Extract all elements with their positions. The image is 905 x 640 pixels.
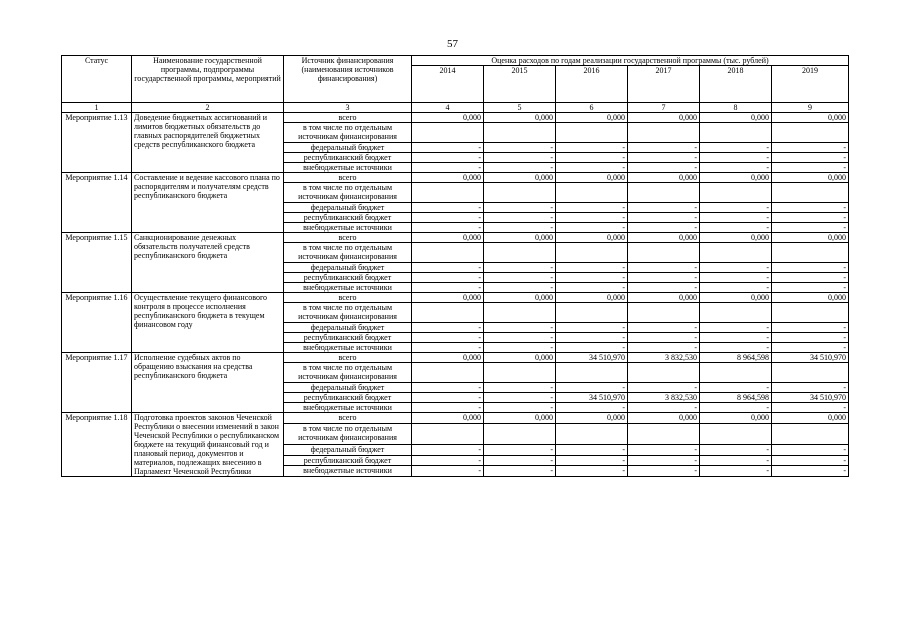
funding-source: в том числе по отдельным источникам финансирования <box>284 363 412 383</box>
funding-source: всего <box>284 413 412 424</box>
value-cell: 0,000 <box>772 173 849 183</box>
value-cell: 0,000 <box>628 173 700 183</box>
value-cell: 34 510,970 <box>556 353 628 363</box>
header-year: 2017 <box>628 66 700 103</box>
funding-source: в том числе по отдельным источникам финансирования <box>284 183 412 203</box>
value-cell: 0,000 <box>628 233 700 243</box>
value-cell: - <box>700 466 772 477</box>
measure-status: Мероприятие 1.13 <box>62 113 132 173</box>
value-cell: - <box>556 333 628 343</box>
value-cell: - <box>484 273 556 283</box>
value-cell: - <box>412 323 484 333</box>
value-cell <box>628 183 700 203</box>
value-cell: - <box>556 403 628 413</box>
value-cell: - <box>628 223 700 233</box>
funding-source: федеральный бюджет <box>284 444 412 455</box>
value-cell: - <box>772 273 849 283</box>
value-cell: 0,000 <box>700 233 772 243</box>
value-cell: 8 964,598 <box>700 353 772 363</box>
value-cell: - <box>412 273 484 283</box>
value-cell: - <box>556 213 628 223</box>
value-cell: - <box>412 163 484 173</box>
value-cell: - <box>556 143 628 153</box>
value-cell: - <box>628 283 700 293</box>
value-cell <box>484 363 556 383</box>
value-cell: - <box>484 444 556 455</box>
value-cell <box>412 123 484 143</box>
value-cell: - <box>700 213 772 223</box>
value-cell <box>412 303 484 323</box>
funding-source: всего <box>284 233 412 243</box>
value-cell: - <box>700 343 772 353</box>
value-cell: - <box>556 283 628 293</box>
value-cell: - <box>556 223 628 233</box>
value-cell: - <box>484 163 556 173</box>
value-cell: - <box>772 333 849 343</box>
value-cell: - <box>628 273 700 283</box>
value-cell: 0,000 <box>628 293 700 303</box>
value-cell <box>412 183 484 203</box>
value-cell: 0,000 <box>628 113 700 123</box>
value-cell: 0,000 <box>772 413 849 424</box>
table-body <box>62 113 849 477</box>
value-cell: - <box>772 403 849 413</box>
value-cell <box>412 363 484 383</box>
column-number: 3 <box>284 103 412 113</box>
measure-name: Санкционирование денежных обязательств получателей средств республиканского бюджета <box>132 233 284 293</box>
value-cell: - <box>772 223 849 233</box>
value-cell: - <box>484 153 556 163</box>
value-cell <box>484 243 556 263</box>
funding-source: республиканский бюджет <box>284 393 412 403</box>
value-cell <box>772 303 849 323</box>
value-cell: - <box>628 383 700 393</box>
header-status: Статус <box>62 56 132 103</box>
column-number: 9 <box>772 103 849 113</box>
value-cell: 0,000 <box>556 293 628 303</box>
value-cell <box>556 303 628 323</box>
table-row <box>62 173 849 183</box>
value-cell: - <box>556 263 628 273</box>
value-cell: - <box>772 283 849 293</box>
table-header <box>62 56 849 113</box>
value-cell: 34 510,970 <box>772 393 849 403</box>
value-cell: - <box>556 343 628 353</box>
funding-source: всего <box>284 353 412 363</box>
value-cell: - <box>700 153 772 163</box>
value-cell: - <box>628 455 700 466</box>
value-cell: 3 832,530 <box>628 393 700 403</box>
funding-source: внебюджетные источники <box>284 163 412 173</box>
funding-source: федеральный бюджет <box>284 203 412 213</box>
value-cell: 0,000 <box>484 413 556 424</box>
value-cell: - <box>412 455 484 466</box>
value-cell <box>484 183 556 203</box>
value-cell: - <box>700 223 772 233</box>
value-cell: - <box>772 343 849 353</box>
funding-source: всего <box>284 173 412 183</box>
value-cell: - <box>700 273 772 283</box>
column-number: 1 <box>62 103 132 113</box>
value-cell <box>772 183 849 203</box>
value-cell <box>628 423 700 444</box>
value-cell: - <box>628 466 700 477</box>
funding-source: федеральный бюджет <box>284 323 412 333</box>
measure-name: Подготовка проектов законов Чеченской Республики о внесении изменений в закон Чеченской Республики о республиканском бюджете на текущий финансовый год и плановый период, документов и материалов, подлежащих внесению в Парламент Чеченской Республики <box>132 413 284 477</box>
value-cell: - <box>772 455 849 466</box>
value-cell: 0,000 <box>556 233 628 243</box>
header-year: 2016 <box>556 66 628 103</box>
header-estimate: Оценка расходов по годам реализации государственной программы (тыс. рублей) <box>412 56 849 66</box>
table-row <box>62 413 849 424</box>
funding-source: внебюджетные источники <box>284 403 412 413</box>
value-cell: - <box>412 393 484 403</box>
funding-source: республиканский бюджет <box>284 213 412 223</box>
value-cell: 0,000 <box>772 293 849 303</box>
value-cell: - <box>484 213 556 223</box>
value-cell <box>700 423 772 444</box>
table-row <box>62 353 849 363</box>
value-cell: 0,000 <box>556 173 628 183</box>
funding-source: федеральный бюджет <box>284 383 412 393</box>
value-cell: 0,000 <box>556 113 628 123</box>
value-cell <box>772 123 849 143</box>
value-cell: - <box>772 383 849 393</box>
value-cell: - <box>412 466 484 477</box>
header-year: 2019 <box>772 66 849 103</box>
value-cell: 0,000 <box>412 113 484 123</box>
value-cell: 0,000 <box>772 113 849 123</box>
value-cell: - <box>700 163 772 173</box>
value-cell <box>700 183 772 203</box>
value-cell: 0,000 <box>412 293 484 303</box>
value-cell: 0,000 <box>628 413 700 424</box>
value-cell: - <box>484 203 556 213</box>
table-row <box>62 113 849 123</box>
value-cell: - <box>484 455 556 466</box>
value-cell: - <box>484 333 556 343</box>
value-cell: - <box>556 153 628 163</box>
value-cell: - <box>772 323 849 333</box>
value-cell: - <box>412 153 484 163</box>
value-cell: - <box>484 263 556 273</box>
value-cell <box>556 243 628 263</box>
funding-source: внебюджетные источники <box>284 223 412 233</box>
measure-name: Осуществление текущего финансового контроля в процессе исполнения республиканского бюджета в текущем финансовом году <box>132 293 284 353</box>
value-cell: - <box>556 163 628 173</box>
value-cell <box>412 243 484 263</box>
value-cell <box>700 303 772 323</box>
value-cell <box>628 303 700 323</box>
value-cell: 0,000 <box>700 413 772 424</box>
value-cell: 0,000 <box>412 173 484 183</box>
value-cell: - <box>484 466 556 477</box>
funding-source: в том числе по отдельным источникам финансирования <box>284 303 412 323</box>
measure-name: Исполнение судебных актов по обращению взыскания на средства республиканского бюджета <box>132 353 284 413</box>
value-cell: - <box>628 163 700 173</box>
value-cell: - <box>484 143 556 153</box>
value-cell: - <box>628 343 700 353</box>
value-cell <box>556 423 628 444</box>
measure-name: Составление и ведение кассового плана по распорядителям и получателям средств республиканского бюджета <box>132 173 284 233</box>
funding-source: в том числе по отдельным источникам финансирования <box>284 123 412 143</box>
value-cell <box>772 423 849 444</box>
value-cell: - <box>412 213 484 223</box>
value-cell: 0,000 <box>700 113 772 123</box>
value-cell: 34 510,970 <box>556 393 628 403</box>
value-cell: - <box>556 273 628 283</box>
value-cell: 0,000 <box>556 413 628 424</box>
value-cell <box>484 303 556 323</box>
value-cell <box>772 243 849 263</box>
value-cell <box>556 363 628 383</box>
value-cell <box>628 123 700 143</box>
header-year: 2015 <box>484 66 556 103</box>
value-cell: - <box>700 383 772 393</box>
value-cell: - <box>700 263 772 273</box>
value-cell <box>556 123 628 143</box>
value-cell: - <box>412 283 484 293</box>
header-year: 2018 <box>700 66 772 103</box>
header-year: 2014 <box>412 66 484 103</box>
measure-name: Доведение бюджетных ассигнований и лимитов бюджетных обязательств до главных распорядителей бюджетных средств республиканского бюджета <box>132 113 284 173</box>
value-cell: - <box>412 383 484 393</box>
value-cell: - <box>484 283 556 293</box>
value-cell: - <box>556 383 628 393</box>
value-cell: - <box>484 323 556 333</box>
measure-status: Мероприятие 1.18 <box>62 413 132 477</box>
funding-source: внебюджетные источники <box>284 466 412 477</box>
funding-source: в том числе по отдельным источникам финансирования <box>284 423 412 444</box>
value-cell <box>772 363 849 383</box>
funding-source: всего <box>284 293 412 303</box>
value-cell <box>484 123 556 143</box>
value-cell: - <box>628 153 700 163</box>
value-cell: - <box>484 343 556 353</box>
value-cell: - <box>700 444 772 455</box>
value-cell: - <box>628 323 700 333</box>
value-cell: - <box>484 223 556 233</box>
funding-source: республиканский бюджет <box>284 153 412 163</box>
value-cell <box>412 423 484 444</box>
funding-source: федеральный бюджет <box>284 143 412 153</box>
value-cell: - <box>772 143 849 153</box>
value-cell: - <box>484 393 556 403</box>
value-cell: 0,000 <box>772 233 849 243</box>
value-cell: 3 832,530 <box>628 353 700 363</box>
page-number: 57 <box>447 38 458 50</box>
header-name: Наименование государственной программы, подпрограммы государственной программы, мероприятий <box>132 56 284 103</box>
value-cell: - <box>700 455 772 466</box>
header-source: Источник финансирования (наименования источников финансирования) <box>284 56 412 103</box>
value-cell: - <box>556 455 628 466</box>
value-cell: - <box>412 333 484 343</box>
budget-table <box>61 55 849 477</box>
value-cell: - <box>700 203 772 213</box>
column-number: 2 <box>132 103 284 113</box>
value-cell <box>556 183 628 203</box>
value-cell: - <box>772 213 849 223</box>
value-cell: - <box>412 444 484 455</box>
value-cell: - <box>412 263 484 273</box>
funding-source: в том числе по отдельным источникам финансирования <box>284 243 412 263</box>
value-cell: - <box>700 333 772 343</box>
value-cell <box>628 243 700 263</box>
funding-source: республиканский бюджет <box>284 273 412 283</box>
value-cell: - <box>700 143 772 153</box>
value-cell: - <box>484 403 556 413</box>
value-cell: - <box>700 323 772 333</box>
value-cell: - <box>412 143 484 153</box>
column-number: 8 <box>700 103 772 113</box>
value-cell <box>700 243 772 263</box>
value-cell: 0,000 <box>412 353 484 363</box>
value-cell: 0,000 <box>412 413 484 424</box>
value-cell: - <box>772 263 849 273</box>
value-cell <box>484 423 556 444</box>
value-cell: - <box>628 333 700 343</box>
measure-status: Мероприятие 1.16 <box>62 293 132 353</box>
value-cell: 34 510,970 <box>772 353 849 363</box>
value-cell: - <box>628 403 700 413</box>
value-cell: 0,000 <box>484 233 556 243</box>
value-cell: - <box>628 143 700 153</box>
value-cell: - <box>412 203 484 213</box>
value-cell: - <box>700 403 772 413</box>
value-cell: 0,000 <box>412 233 484 243</box>
funding-source: всего <box>284 113 412 123</box>
table-row <box>62 293 849 303</box>
value-cell: - <box>556 203 628 213</box>
value-cell: - <box>412 343 484 353</box>
value-cell: - <box>556 323 628 333</box>
value-cell: 8 964,598 <box>700 393 772 403</box>
value-cell: 0,000 <box>700 293 772 303</box>
measure-status: Мероприятие 1.15 <box>62 233 132 293</box>
table-row <box>62 233 849 243</box>
column-number: 4 <box>412 103 484 113</box>
column-number: 5 <box>484 103 556 113</box>
column-number: 7 <box>628 103 700 113</box>
funding-source: внебюджетные источники <box>284 283 412 293</box>
funding-source: федеральный бюджет <box>284 263 412 273</box>
value-cell: - <box>628 263 700 273</box>
value-cell: - <box>412 403 484 413</box>
value-cell: - <box>772 466 849 477</box>
funding-source: республиканский бюджет <box>284 455 412 466</box>
value-cell <box>700 123 772 143</box>
measure-status: Мероприятие 1.17 <box>62 353 132 413</box>
value-cell: - <box>700 283 772 293</box>
funding-source: внебюджетные источники <box>284 343 412 353</box>
value-cell: - <box>772 203 849 213</box>
funding-source: республиканский бюджет <box>284 333 412 343</box>
column-number: 6 <box>556 103 628 113</box>
value-cell: - <box>628 213 700 223</box>
value-cell: 0,000 <box>484 293 556 303</box>
value-cell: - <box>556 444 628 455</box>
value-cell: - <box>412 223 484 233</box>
value-cell: - <box>772 444 849 455</box>
value-cell: - <box>484 383 556 393</box>
value-cell: - <box>772 153 849 163</box>
value-cell <box>628 363 700 383</box>
value-cell: 0,000 <box>700 173 772 183</box>
value-cell: - <box>628 203 700 213</box>
value-cell <box>700 363 772 383</box>
value-cell: 0,000 <box>484 173 556 183</box>
value-cell: - <box>556 466 628 477</box>
value-cell: - <box>628 444 700 455</box>
value-cell: 0,000 <box>484 353 556 363</box>
value-cell: - <box>772 163 849 173</box>
measure-status: Мероприятие 1.14 <box>62 173 132 233</box>
value-cell: 0,000 <box>484 113 556 123</box>
